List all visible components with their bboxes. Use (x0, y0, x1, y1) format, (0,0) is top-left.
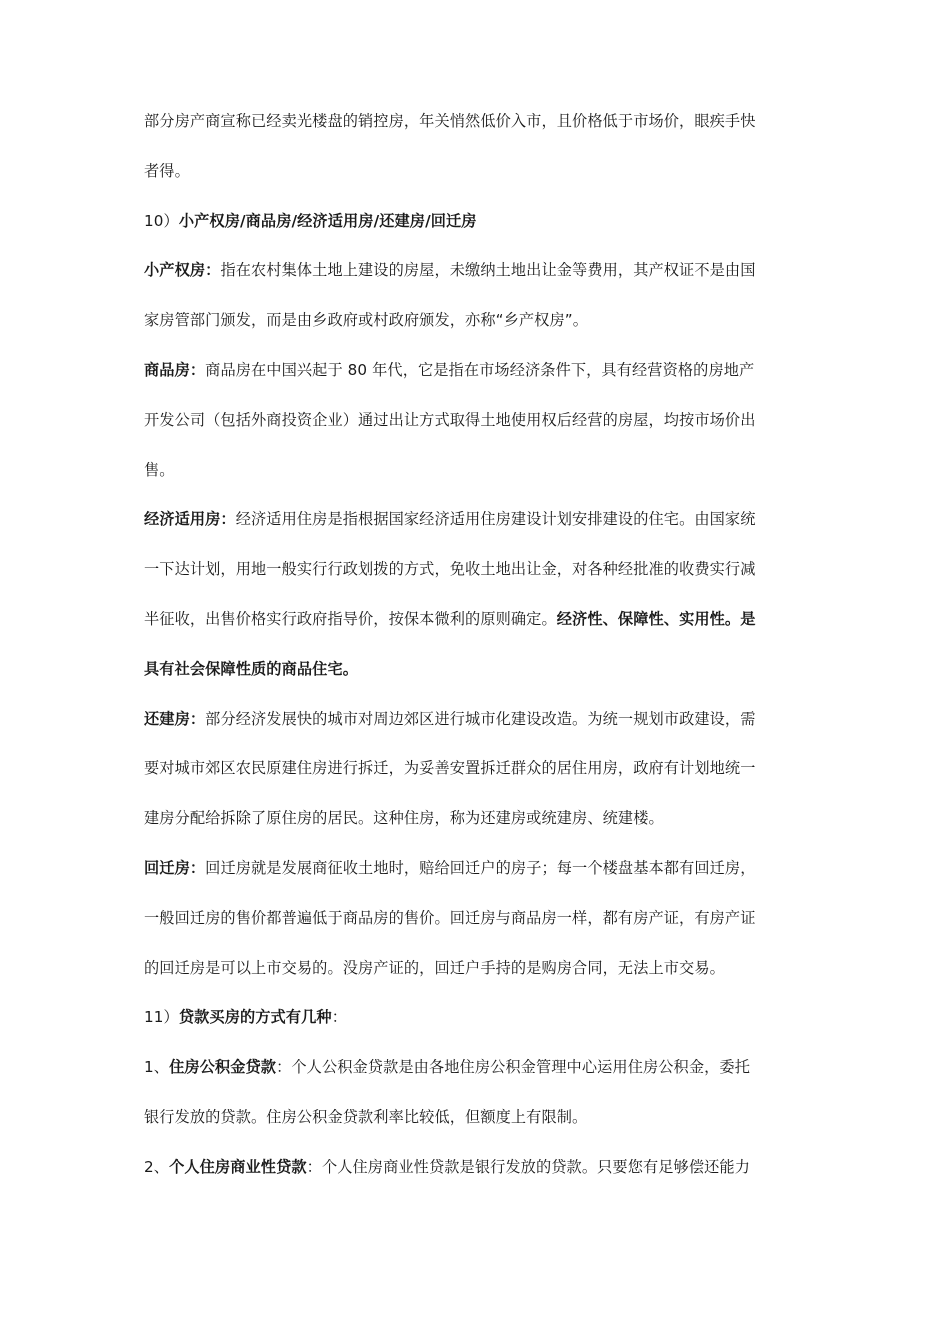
text-segment: 要对城市郊区农民原建住房进行拆迁，为妥善安置拆迁群众的居住用房，政府有计划地统一 (144, 759, 756, 778)
text-line (144, 1093, 814, 1143)
emphasis-text: 经济性、保障性、实用性。是 (556, 609, 756, 628)
text-line (144, 794, 814, 844)
term-label: 还建房： (144, 709, 206, 728)
text-segment: 部分房产商宣称已经卖光楼盘的销控房，年关悄然低价入市，且价格低于市场价，眼疾手快 (144, 112, 756, 130)
text-line (144, 944, 814, 994)
list-number: 1、 (144, 1058, 170, 1077)
text-line (144, 296, 814, 346)
text-segment: 开发公司（包括外商投资企业）通过出让方式取得土地使用权后经营的房屋，均按市场价出 (144, 410, 756, 429)
heading-number: 11） (144, 1008, 179, 1027)
text-segment: 者得。 (144, 161, 190, 180)
text-line (144, 446, 814, 496)
text-segment: 售。 (144, 460, 175, 479)
text-line (144, 595, 814, 645)
term-label: 小产权房： (144, 261, 221, 280)
text-segment: ：个人住房商业性贷款是银行发放的贷款。只要您有足够偿还能力 (306, 1157, 750, 1176)
heading-colon: ： (331, 1008, 347, 1027)
text-line (144, 396, 814, 446)
section-heading-10 (144, 197, 814, 247)
text-line (144, 97, 814, 147)
text-segment: 一般回迁房的售价都普遍低于商品房的售价。回迁房与商品房一样，都有房产证，有房产证 (144, 908, 756, 927)
term-line (144, 346, 814, 396)
list-item-1 (144, 1043, 814, 1093)
text-line (144, 645, 814, 695)
term-label: 经济适用房： (144, 510, 236, 529)
term-line (144, 495, 814, 545)
text-segment: ：个人公积金贷款是由各地住房公积金管理中心运用住房公积金，委托 (276, 1058, 750, 1077)
text-segment: 建房分配给拆除了原住房的居民。这种住房，称为还建房或统建房、统建楼。 (144, 809, 664, 828)
heading-title: 小产权房/商品房/经济适用房/还建房/回迁房 (178, 211, 477, 230)
text-line (144, 147, 814, 197)
heading-number: 10） (144, 211, 179, 230)
text-segment: 半征收，出售价格实行政府指导价，按保本微利的原则确定。 (144, 609, 557, 628)
section-heading-11 (144, 993, 814, 1043)
text-segment: 商品房在中国兴起于 80 年代，它是指在市场经济条件下，具有经营资格的房地产 (205, 360, 755, 379)
text-line (144, 545, 814, 595)
text-line (144, 894, 814, 944)
emphasis-text: 具有社会保障性质的商品住宅。 (144, 659, 359, 678)
text-segment: 部分经济发展快的城市对周边郊区进行城市化建设改造。为统一规划市政建设，需 (205, 709, 756, 728)
text-segment: 指在农村集体土地上建设的房屋，未缴纳土地出让金等费用，其产权证不是由国 (220, 261, 756, 280)
heading-title: 贷款买房的方式有几种 (178, 1008, 332, 1027)
list-item-2 (144, 1143, 814, 1193)
text-segment: 的回迁房是可以上市交易的。没房产证的，回迁户手持的是购房合同，无法上市交易。 (144, 958, 725, 977)
list-number: 2、 (144, 1157, 170, 1176)
term-label: 回迁房： (144, 858, 206, 877)
text-line (144, 744, 814, 794)
term-label: 个人住房商业性贷款 (169, 1157, 307, 1176)
text-segment: 家房管部门颁发，而是由乡政府或村政府颁发，亦称“乡产权房”。 (144, 311, 588, 330)
term-label: 住房公积金贷款 (169, 1058, 277, 1077)
term-line (144, 844, 814, 894)
text-segment: 银行发放的贷款。住房公积金贷款利率比较低，但额度上有限制。 (144, 1107, 588, 1126)
term-line (144, 695, 814, 745)
text-segment: 一下达计划，用地一般实行行政划拨的方式，免收土地出让金，对各种经批准的收费实行减 (144, 560, 756, 579)
term-label: 商品房： (144, 360, 206, 379)
text-segment: 回迁房就是发展商征收土地时，赔给回迁户的房子；每一个楼盘基本都有回迁房， (205, 858, 756, 877)
text-segment: 经济适用住房是指根据国家经济适用住房建设计划安排建设的住宅。由国家统 (235, 510, 756, 529)
document-page (144, 97, 814, 1193)
term-line (144, 246, 814, 296)
